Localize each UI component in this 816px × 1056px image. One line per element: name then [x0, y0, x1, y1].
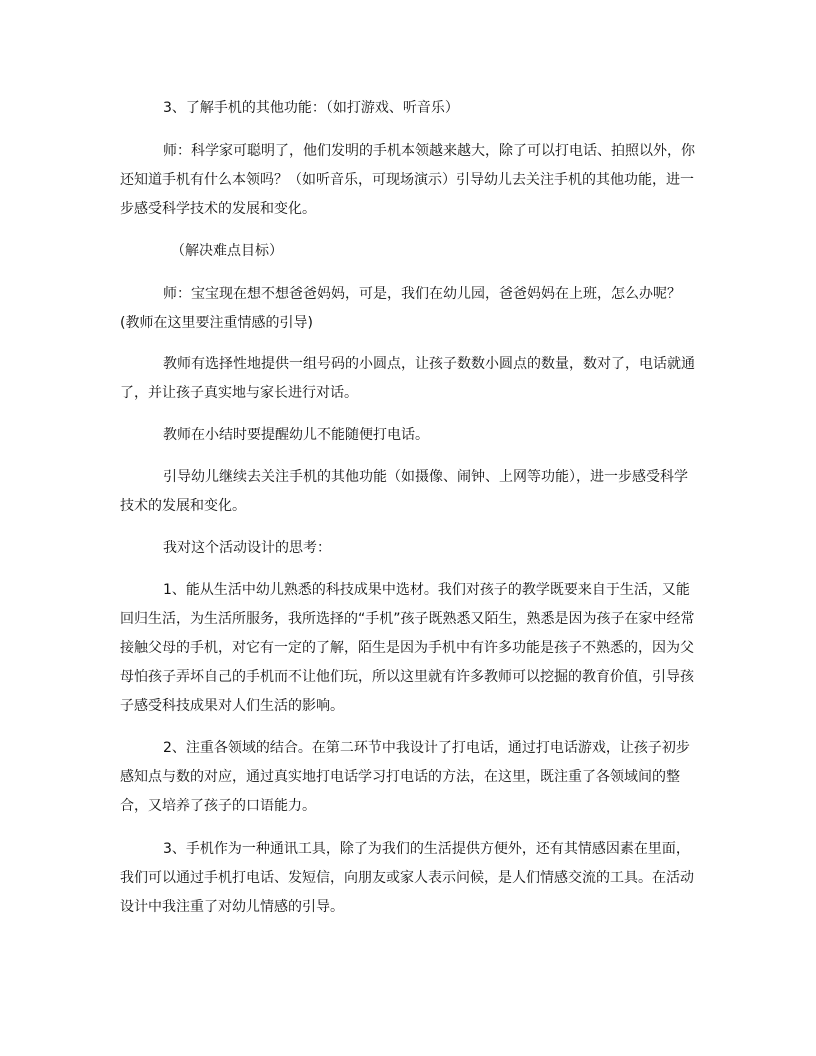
- paragraph-2: 师：科学家可聪明了，他们发明的手机本领越来越大，除了可以打电话、拍照以外，你还知道手机有什么本领吗？（如听音乐，可现场演示）引导幼儿去关注手机的其他功能，进一步感受科学技术的发展和变化。: [120, 143, 695, 217]
- paragraph-5: 教师有选择性地提供一组号码的小圆点，让孩子数数小圆点的数量，数对了，电话就通了，并让孩子真实地与家长进行对话。: [120, 356, 695, 401]
- paragraph-4: 师：宝宝现在想不想爸爸妈妈，可是，我们在幼儿园，爸爸妈妈在上班，怎么办呢？(教师在这里要注重情感的引导): [120, 286, 681, 331]
- paragraph-8: 我对这个活动设计的思考：: [163, 540, 331, 556]
- paragraph-3: （解决难点目标）: [171, 243, 283, 259]
- paragraph-11: 3、手机作为一种通讯工具，除了为我们的生活提供方便外，还有其情感因素在里面，我们可以通过手机打电话、发短信，向朋友或家人表示问候，是人们情感交流的工具。在活动设计中我注重了对幼儿情感的引导。: [120, 841, 694, 915]
- paragraph-10: 2、注重各领域的结合。在第二环节中我设计了打电话，通过打电话游戏，让孩子初步感知点与数的对应，通过真实地打电话学习打电话的方法，在这里，既注重了各领域间的整合，又培养了孩子的口语能力。: [120, 740, 690, 814]
- paragraph-9: 1、能从生活中幼儿熟悉的科技成果中选材。我们对孩子的教学既要来自于生活，又能回归生活，为生活所服务，我所选择的“手机”孩子既熟悉又陌生，熟悉是因为孩子在家中经常接触父母的手机，对它有一定的了解，陌生是因为手机中有许多功能是孩子不熟悉的，因为父母怕孩子弄坏自己的手机而不让他们玩，所以这里就有许多教师可以挖掘的教育价值，引导孩子感受科技成果对人们生活的影响。: [120, 582, 695, 714]
- paragraph-6: 教师在小结时要提醒幼儿不能随便打电话。: [163, 427, 429, 443]
- paragraph-1: 3、了解手机的其他功能：（如打游戏、听音乐）: [163, 100, 459, 116]
- paragraph-7: 引导幼儿继续去关注手机的其他功能（如摄像、闹钟、上网等功能），进一步感受科学技术的发展和变化。: [120, 469, 688, 514]
